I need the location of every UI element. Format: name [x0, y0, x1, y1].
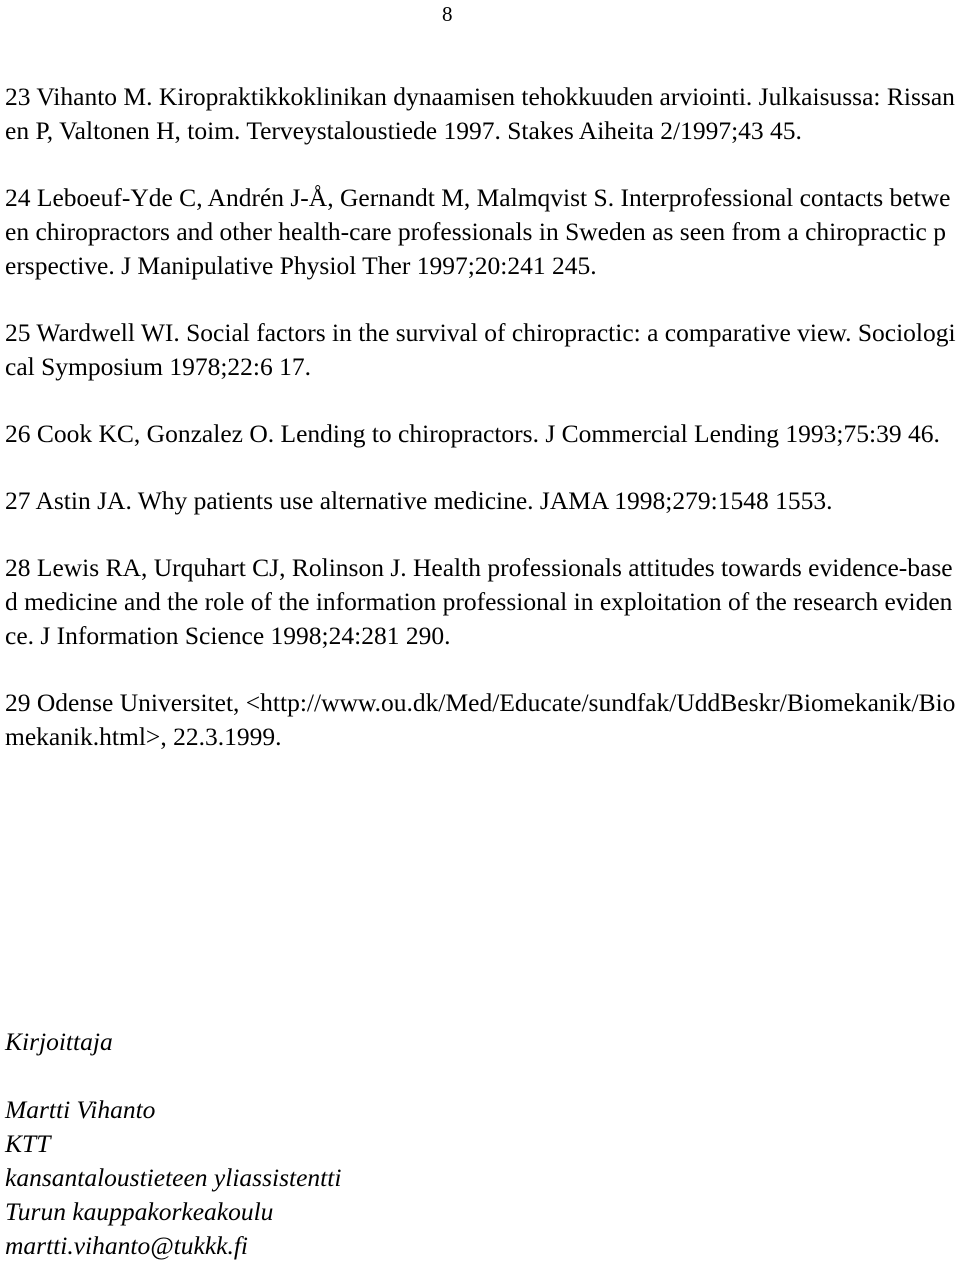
reference-29: 29 Odense Universitet, <http://www.ou.dk/Med/Educate/sundfak/UddBeskr/Biomekanik/Biomekanik.html>, 22.3.1999.	[5, 688, 956, 751]
author-block	[5, 1025, 341, 1263]
author-degree: KTT	[5, 1129, 51, 1158]
author-email[interactable]: martti.vihanto@tukkk.fi	[5, 1231, 248, 1260]
reference-list	[5, 80, 957, 787]
reference-26: 26 Cook KC, Gonzalez O. Lending to chiropractors. J Commercial Lending 1993;75:39 46.	[5, 419, 940, 448]
author-title: kansantaloustieteen yliassistentti	[5, 1163, 342, 1192]
reference-23: 23 Vihanto M. Kiropraktikkoklinikan dynaamisen tehokkuuden arviointi. Julkaisussa: Rissanen P, Valtonen H, toim. Terveystaloustiede 1997. Stakes Aiheita 2/1997;43 45.	[5, 82, 955, 145]
reference-28: 28 Lewis RA, Urquhart CJ, Rolinson J. Health professionals attitudes towards evidence-based medicine and the role of the information professional in exploitation of the research evidence. J Information Science 1998;24:281 290.	[5, 553, 953, 650]
reference-27: 27 Astin JA. Why patients use alternative medicine. JAMA 1998;279:1548 1553.	[5, 486, 833, 515]
page-number: 8	[442, 2, 453, 26]
author-heading: Kirjoittaja	[5, 1027, 113, 1056]
reference-25: 25 Wardwell WI. Social factors in the survival of chiropractic: a comparative view. Sociological Symposium 1978;22:6 17.	[5, 318, 956, 381]
reference-24: 24 Leboeuf-Yde C, Andrén J-Å, Gernandt M, Malmqvist S. Interprofessional contacts between chiropractors and other health-care professionals in Sweden as seen from a chiropractic perspective. J Manipulative Physiol Ther 1997;20:241 245.	[5, 183, 951, 280]
author-name: Martti Vihanto	[5, 1095, 156, 1124]
author-institution: Turun kauppakorkeakoulu	[5, 1197, 274, 1226]
